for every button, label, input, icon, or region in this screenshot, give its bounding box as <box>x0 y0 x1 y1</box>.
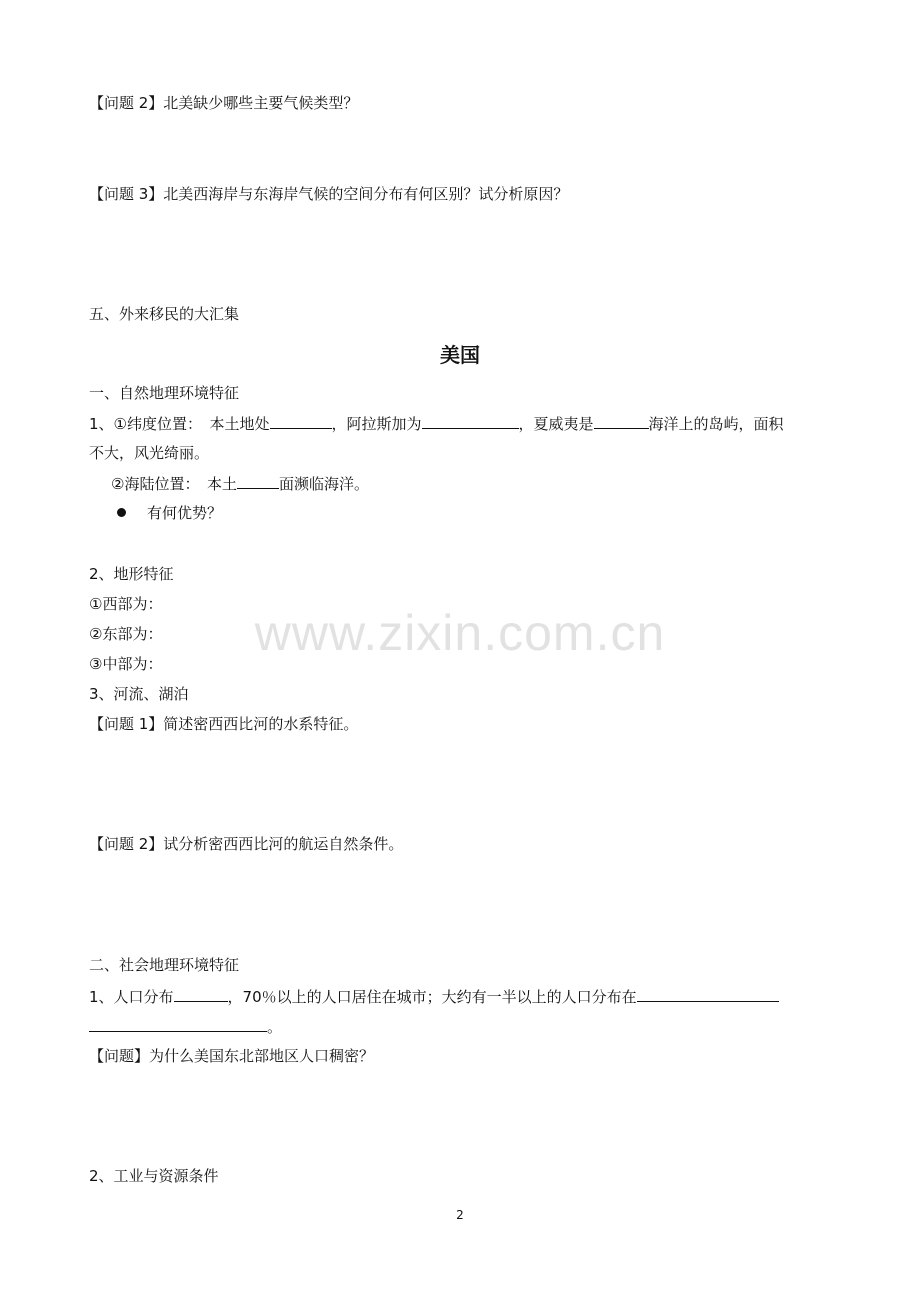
advantage-item <box>117 503 222 523</box>
population-label: 1、人口分布 <box>89 988 174 1006</box>
blank-6 <box>637 986 779 1002</box>
terrain-east: ②东部为： <box>89 625 163 643</box>
blank-5 <box>174 986 228 1002</box>
section-2-heading: 二、社会地理环境特征 <box>89 956 240 974</box>
latitude-text-b: ，阿拉斯加为 <box>331 415 422 433</box>
river-question-2: 【问题 2】试分析密西西比河的航运自然条件。 <box>89 835 404 853</box>
terrain-middle: ③中部为： <box>89 655 163 673</box>
question-2-climate: 【问题 2】北美缺少哪些主要气候类型？ <box>89 94 359 112</box>
population-text: ，70％以上的人口居住在城市；大约有一半以上的人口分布在 <box>227 988 637 1006</box>
population-line <box>89 986 779 1007</box>
population-end: 。 <box>267 1018 283 1036</box>
industry-heading: 2、工业与资源条件 <box>89 1167 219 1185</box>
bullet-icon <box>117 508 126 517</box>
blank-4 <box>237 473 279 489</box>
sea-land-line <box>111 473 369 494</box>
latitude-line-cont: 不大，风光绮丽。 <box>89 444 210 462</box>
blank-1 <box>270 413 332 429</box>
advantage-text: 有何优势？ <box>147 504 223 522</box>
blank-2 <box>422 413 519 429</box>
rivers-heading: 3、河流、湖泊 <box>89 685 189 703</box>
page-number: 2 <box>456 1208 464 1222</box>
sea-land-label: ②海陆位置： 本土 <box>111 475 237 493</box>
page-title: 美国 <box>440 343 480 367</box>
section-5-heading: 五、外来移民的大汇集 <box>89 305 240 323</box>
river-question-1: 【问题 1】简述密西西比河的水系特征。 <box>89 715 359 733</box>
sea-land-text: 面濒临海洋。 <box>278 475 369 493</box>
terrain-heading: 2、地形特征 <box>89 565 174 583</box>
latitude-label: 1、①纬度位置： 本土地处 <box>89 415 270 433</box>
latitude-text-c: ，夏威夷是 <box>518 415 594 433</box>
population-question: 【问题】为什么美国东北部地区人口稠密？ <box>89 1047 375 1065</box>
section-1-heading: 一、自然地理环境特征 <box>89 384 240 402</box>
latitude-line <box>89 413 784 434</box>
watermark: www.zixin.com.cn <box>254 605 666 661</box>
blank-7 <box>89 1016 267 1032</box>
terrain-west: ①西部为： <box>89 595 163 613</box>
blank-3 <box>594 413 649 429</box>
question-3-coast-climate: 【问题 3】北美西海岸与东海岸气候的空间分布有何区别？试分析原因？ <box>89 185 569 203</box>
population-line-cont <box>89 1016 282 1037</box>
latitude-text-d: 海洋上的岛屿，面积 <box>648 415 784 433</box>
